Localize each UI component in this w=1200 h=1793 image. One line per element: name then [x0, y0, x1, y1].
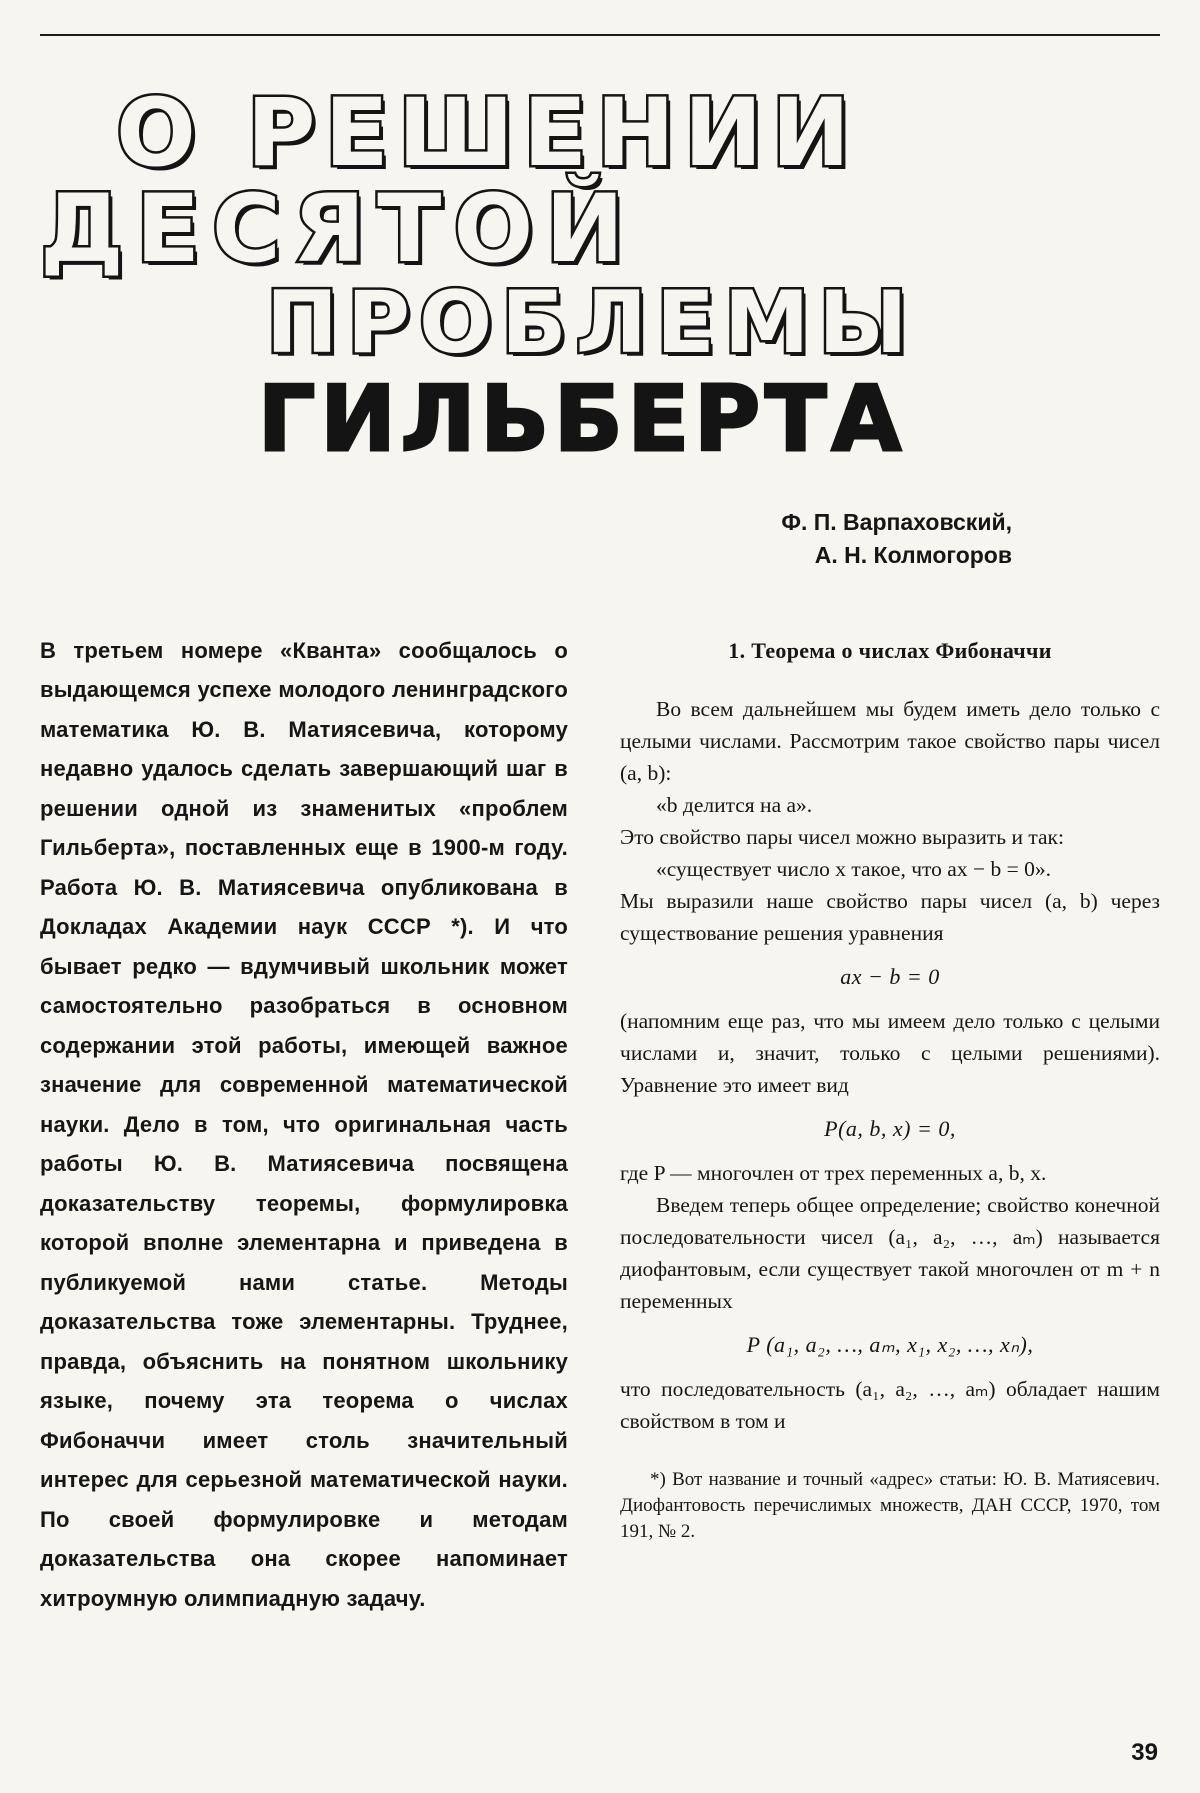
- authors-block: [40, 506, 1160, 573]
- paragraph: Введем теперь общее определение; свойство конечной последовательности чисел (a₁, a₂, …, aₘ) называется диофантовым, если существует такой многочлен от m + n переменных: [620, 1192, 1160, 1313]
- paragraph: что последовательность (a₁, a₂, …, aₘ) обладает нашим свойством в том и: [620, 1376, 1160, 1433]
- page-number: 39: [1131, 1739, 1158, 1766]
- title-line-2: ДЕСЯТОЙ: [40, 175, 636, 285]
- paragraph: Это свойство пары чисел можно выразить и так:: [620, 824, 1064, 849]
- top-rule: [40, 34, 1160, 36]
- title-line-3: ПРОБЛЕМЫ: [266, 272, 917, 373]
- body-columns: [40, 631, 1160, 1619]
- quoted-property-line: «существует число x такое, что ax − b = 0».: [656, 856, 1051, 881]
- intro-column: [40, 631, 568, 1619]
- author-1: Ф. П. Варпаховский,: [781, 509, 1012, 536]
- display-formula: P(a, b, x) = 0,: [824, 1115, 956, 1141]
- paragraph: Мы выразили наше свойство пары чисел (a, b) через существование решения уравнения: [620, 888, 1160, 945]
- section-heading: 1. Теорема о числах Фибоначчи: [728, 637, 1052, 663]
- footnote-text: *) Вот название и точный «адрес» статьи: Ю. В. Матиясевич. Диофантовость перечислимых множеств, ДАН СССР, 1970, том 191, № 2.: [620, 1468, 1160, 1542]
- paragraph: (напомним еще раз, что мы имеем дело только с целыми числами и, значит, только с целыми решениями). Уравнение это имеет вид: [620, 1008, 1160, 1097]
- title-line-4: ГИЛЬБЕРТА: [258, 366, 907, 472]
- footnote: [620, 1467, 1160, 1545]
- quoted-property-line: «b делится на a».: [656, 792, 813, 817]
- article-title: [40, 79, 1160, 472]
- display-formula: ax − b = 0: [840, 963, 940, 989]
- title-line-1: О РЕШЕНИИ: [116, 79, 860, 188]
- paragraph: где P — многочлен от трех переменных a, b, x.: [620, 1160, 1047, 1185]
- display-formula: P (a₁, a₂, …, aₘ, x₁, x₂, …, xₙ),: [746, 1331, 1034, 1357]
- article-column: [620, 631, 1160, 1545]
- paragraph: Во всем дальнейшем мы будем иметь дело только с целыми числами. Рассмотрим такое свойство пары чисел (a, b):: [620, 696, 1160, 785]
- intro-paragraph: В третьем номере «Кванта» сообщалось о выдающемся успехе молодого ленинградского математика Ю. В. Матиясевича, которому недавно удалось сделать завершающий шаг в решении одной из знаменитых «проблем Гильберта», поставленных еще в 1900-м году. Работа Ю. В. Матиясевича опубликована в Докладах Академии наук СССР *). И что бывает редко — вдумчивый школьник может самостоятельно разобраться в основном содержании этой работы, имеющей важное значение для современной математической науки. Дело в том, что оригинальная часть работы Ю. В. Матиясевича посвящена доказательству теоремы, формулировка которой вполне элементарна и приведена в публикуемой нами статье. Методы доказательства тоже элементарны. Труднее, правда, объяснить на понятном школьнику языке, почему эта теорема о числах Фибоначчи имеет столь значительный интерес для серьезной математической науки. По своей формулировке и методам доказательства она скорее напоминает хитроумную олимпиадную задачу.: [40, 637, 568, 1611]
- author-2: А. Н. Колмогоров: [814, 542, 1012, 569]
